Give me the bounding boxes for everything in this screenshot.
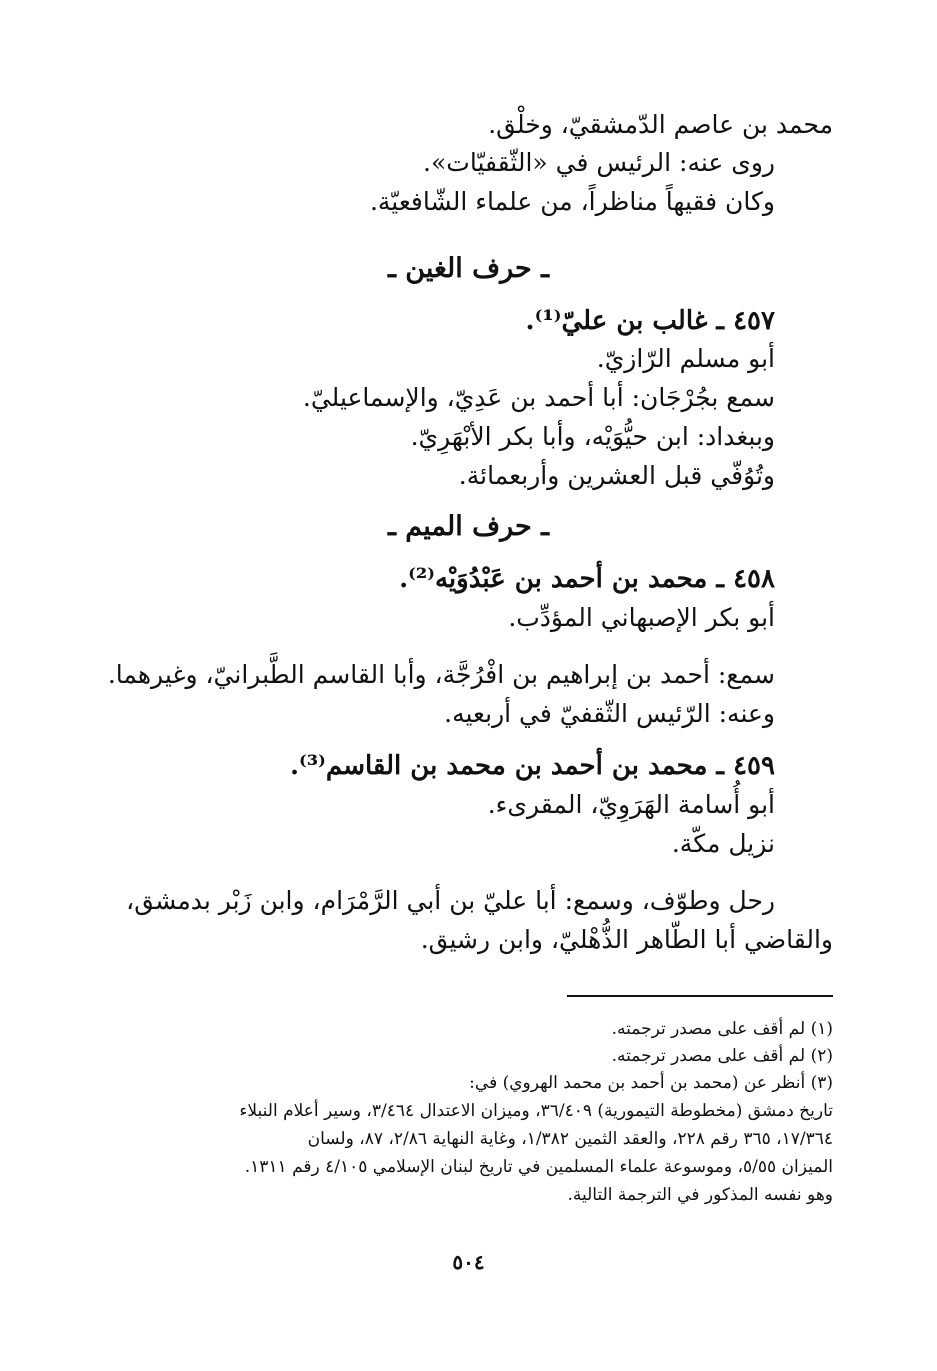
text-line: وتُوُفّي قبل العشرين وأربعمائة. — [458, 461, 775, 490]
entry-heading-457: ٤٥٧ ـ غالب بن عليّ⁽¹⁾. — [525, 306, 775, 336]
footnote-1: (١) لم أقف على مصدر ترجمته. — [611, 1019, 833, 1039]
text-line: وببغداد: ابن حيُّوَيْه، وأبا بكر الأبْهَرِيّ. — [410, 422, 775, 451]
text-line: روى عنه: الرئيس في «الثّقفيّات». — [423, 148, 775, 177]
footnote-3-line: وهو نفسه المذكور في الترجمة التالية. — [567, 1185, 833, 1205]
text-line: أبو مسلم الرّازيّ. — [596, 344, 775, 373]
entry-heading-458: ٤٥٨ ـ محمد بن أحمد بن عَبْدُوَيْه⁽²⁾. — [399, 564, 775, 594]
text-line: نزيل مكّة. — [671, 829, 775, 858]
section-heading-mim: ـ حرف الميم ـ — [387, 511, 550, 542]
text-line: سمع: أحمد بن إبراهيم بن افْرُجَّة، وأبا القاسم الطَّبرانيّ، وغيرهما. — [107, 660, 775, 689]
footnote-3-line: الميزان ٥/٥٥، وموسوعة علماء المسلمين في تاريخ لبنان الإسلامي ٤/١٠٥ رقم ١٣١١. — [244, 1157, 833, 1177]
text-line: محمد بن عاصم الدّمشقيّ، وخلْق. — [488, 110, 833, 139]
page-number: ٥٠٤ — [452, 1250, 485, 1274]
footnote-3-line: تاريخ دمشق (مخطوطة التيمورية) ٣٦/٤٠٩، وميزان الاعتدال ٣/٤٦٤، وسير أعلام النبلاء — [239, 1101, 833, 1121]
footnote-separator — [567, 995, 833, 997]
entry-heading-459: ٤٥٩ ـ محمد بن أحمد بن محمد بن القاسم⁽³⁾. — [289, 751, 775, 781]
footnote-3: (٣) أنظر عن (محمد بن أحمد بن محمد الهروي) في: — [469, 1073, 833, 1093]
section-heading-ghain: ـ حرف الغين ـ — [387, 253, 550, 284]
text-line: وكان فقيهاً مناظراً، من علماء الشّافعيّة. — [369, 187, 775, 216]
text-line: والقاضي أبا الطّاهر الذُّهْليّ، وابن رشيق. — [420, 925, 833, 954]
text-line: أبو بكر الإصبهاني المؤدِّب. — [508, 603, 775, 632]
footnote-2: (٢) لم أقف على مصدر ترجمته. — [611, 1046, 833, 1066]
text-line: وعنه: الرّئيس الثّقفيّ في أربعيه. — [444, 699, 775, 728]
footnote-3-line: ١٧/٣٦٤، ٣٦٥ رقم ٢٢٨، والعقد الثمين ١/٣٨٢، وغاية النهاية ٢/٨٦، ٨٧، ولسان — [307, 1129, 833, 1149]
text-line: رحل وطوّف، وسمع: أبا عليّ بن أبي الرَّمْرَام، وابن زَبْر بدمشق، — [126, 886, 775, 915]
text-line: سمع بجُرْجَان: أبا أحمد بن عَدِيّ، والإسماعيليّ. — [302, 383, 775, 412]
text-line: أبو أُسامة الهَرَوِيّ، المقرىء. — [487, 790, 775, 819]
